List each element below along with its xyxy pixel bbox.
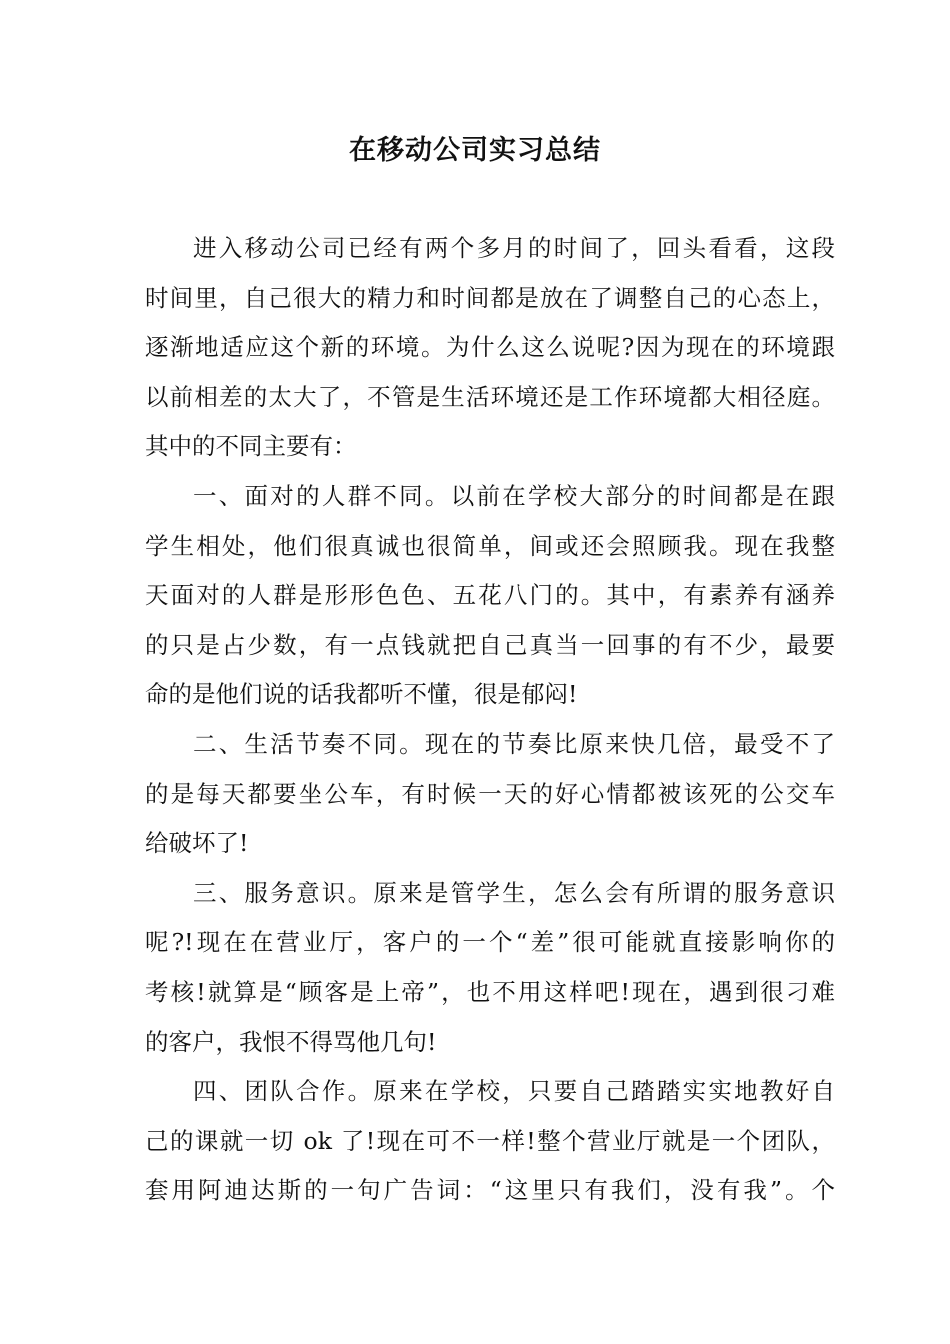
- text-line: 二、生活节奏不同。现在的节奏比原来快几倍，最受不了: [193, 729, 835, 758]
- text-line: 其中的不同主要有：: [145, 432, 357, 461]
- paragraph-point-3: [145, 869, 835, 1067]
- text-line: 命的是他们说的话我都听不懂，很是郁闷!: [145, 680, 578, 709]
- text-line: 学生相处，他们很真诚也很简单，间或还会照顾我。现在我整: [145, 531, 835, 560]
- paragraph-point-2: [145, 720, 835, 869]
- text-line: 给破坏了!: [145, 829, 249, 858]
- text-line: 的是每天都要坐公车，有时候一天的好心情都被该死的公交车: [145, 779, 835, 808]
- paragraph-intro: [145, 224, 835, 472]
- text-line: 时间里，自己很大的精力和时间都是放在了调整自己的心态上，: [145, 283, 835, 312]
- text-line: 套用阿迪达斯的一句广告词：“这里只有我们，没有我”。个: [145, 1176, 835, 1205]
- text-line: 呢?!现在在营业厅，客户的一个“差”很可能就直接影响你的: [145, 928, 835, 957]
- document-title: 在移动公司实习总结: [349, 135, 601, 166]
- text-line: 三、服务意识。原来是管学生，怎么会有所谓的服务意识: [193, 878, 835, 907]
- document-body: [145, 224, 835, 1216]
- paragraph-point-1: [145, 472, 835, 720]
- text-line: 考核!就算是“顾客是上帝”，也不用这样吧!现在，遇到很刁难: [145, 977, 835, 1006]
- text-line: 以前相差的太大了，不管是生活环境还是工作环境都大相径庭。: [145, 382, 835, 411]
- text-line: 天面对的人群是形形色色、五花八门的。其中，有素养有涵养: [145, 581, 835, 610]
- text-line: 逐渐地适应这个新的环境。为什么这么说呢?因为现在的环境跟: [145, 333, 835, 362]
- text-line: 的只是占少数，有一点钱就把自己真当一回事的有不少，最要: [145, 630, 835, 659]
- text-line: 进入移动公司已经有两个多月的时间了，回头看看，这段: [193, 234, 835, 262]
- text-line: 一、面对的人群不同。以前在学校大部分的时间都是在跟: [193, 481, 835, 510]
- text-line: 的客户，我恨不得骂他几句!: [145, 1027, 437, 1056]
- text-line: 己的课就一切 ok 了!现在可不一样!整个营业厅就是一个团队，: [145, 1126, 835, 1155]
- paragraph-point-4: [145, 1067, 835, 1216]
- text-line: 四、团队合作。原来在学校，只要自己踏踏实实地教好自: [193, 1077, 835, 1106]
